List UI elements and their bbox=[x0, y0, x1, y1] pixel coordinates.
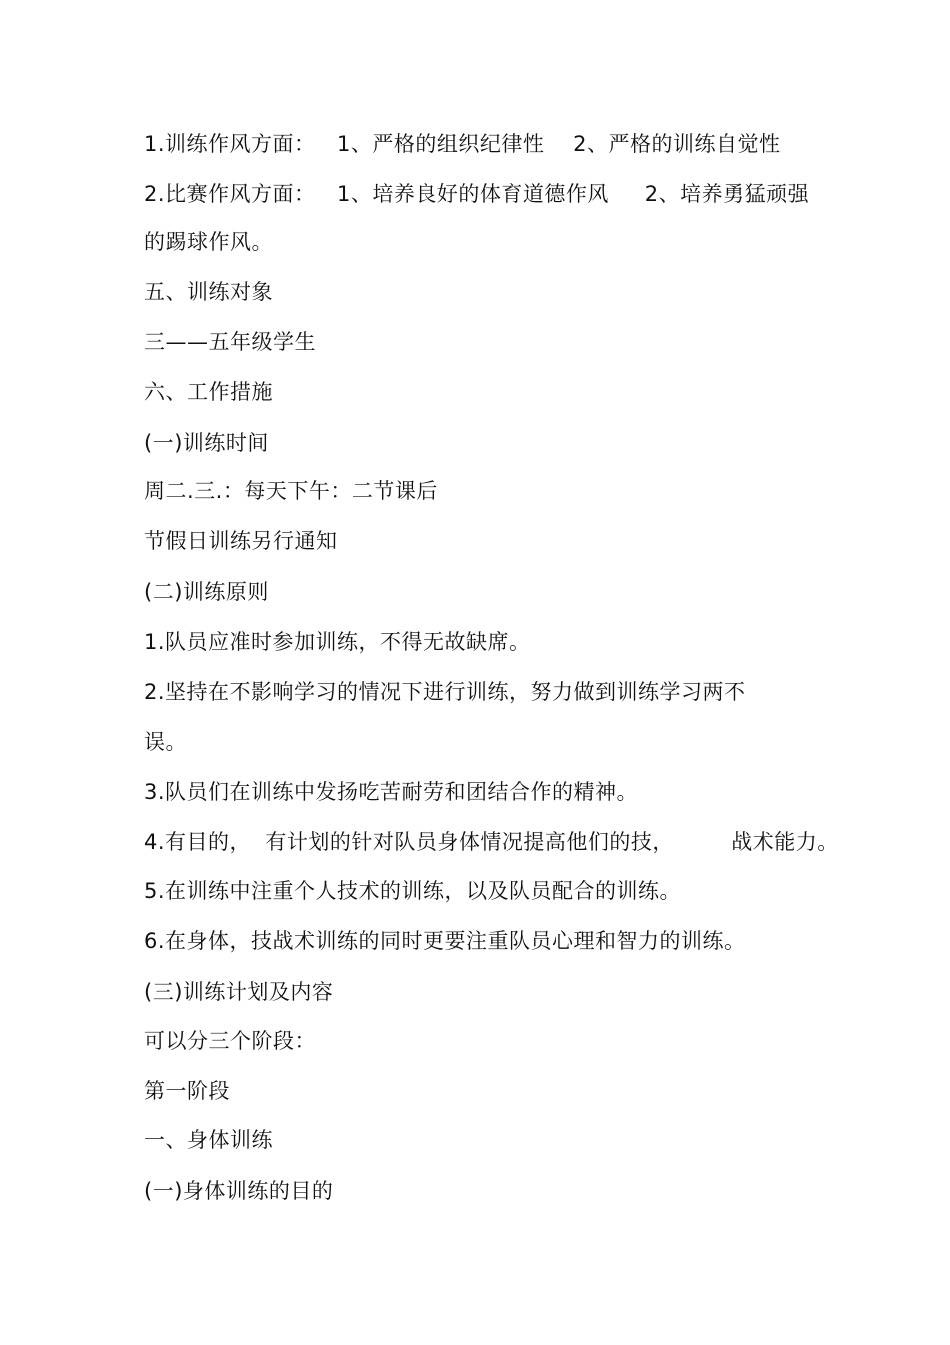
text-line: 三——五年级学生 bbox=[144, 330, 316, 354]
text-line: 的踢球作风。 bbox=[144, 230, 273, 254]
text-line: 2.比赛作风方面： 1、培养良好的体育道德作风 2、培养勇猛顽强 bbox=[144, 182, 810, 206]
text-line: 周二.三.：每天下午：二节课后 bbox=[144, 479, 438, 503]
subsection-heading: (三)训练计划及内容 bbox=[144, 980, 334, 1004]
text-line: 可以分三个阶段： bbox=[144, 1029, 316, 1053]
subsection-heading: (一)身体训练的目的 bbox=[144, 1179, 334, 1203]
list-item: 6.在身体，技战术训练的同时更要注重队员心理和智力的训练。 bbox=[144, 929, 746, 953]
section-heading: 五、训练对象 bbox=[144, 280, 273, 304]
list-item: 5.在训练中注重个人技术的训练，以及队员配合的训练。 bbox=[144, 879, 682, 903]
list-item: 3.队员们在训练中发扬吃苦耐劳和团结合作的精神。 bbox=[144, 780, 639, 804]
list-item: 1.队员应准时参加训练，不得无故缺席。 bbox=[144, 630, 531, 654]
subsection-heading: (一)训练时间 bbox=[144, 431, 269, 455]
subsection-heading: (二)训练原则 bbox=[144, 580, 269, 604]
section-heading: 一、身体训练 bbox=[144, 1128, 273, 1152]
text-line: 第一阶段 bbox=[144, 1079, 230, 1103]
list-item: 2.坚持在不影响学习的情况下进行训练，努力做到训练学习两不 bbox=[144, 680, 746, 704]
text-line: 节假日训练另行通知 bbox=[144, 529, 338, 553]
list-item: 4.有目的， 有计划的针对队员身体情况提高他们的技， 战术能力。 bbox=[144, 830, 839, 854]
text-line: 误。 bbox=[144, 730, 187, 754]
text-line: 1.训练作风方面： 1、严格的组织纪律性 2、严格的训练自觉性 bbox=[144, 132, 781, 156]
section-heading: 六、工作措施 bbox=[144, 380, 273, 404]
